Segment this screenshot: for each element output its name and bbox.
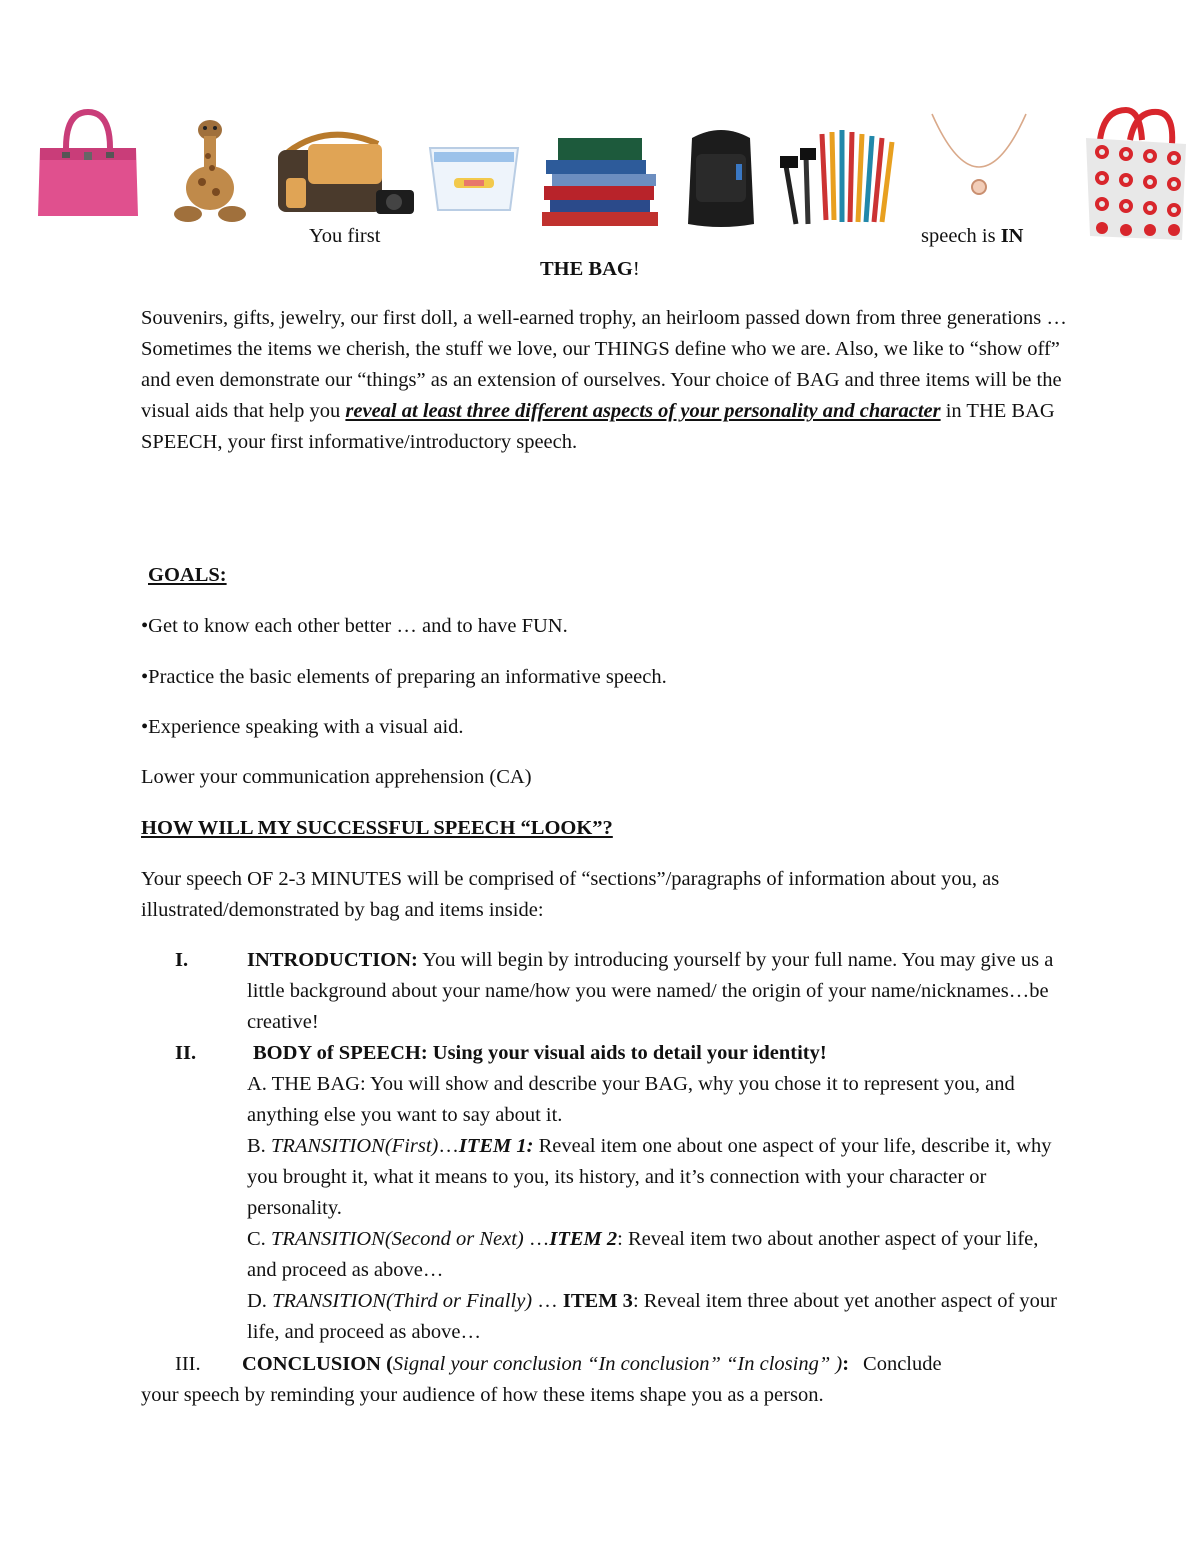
red-tote-bag-image — [1080, 104, 1192, 250]
goals-heading-text: GOALS: — [148, 564, 227, 586]
intro-text-2: in THE BAG SPEECH, your first informative/introductory speech. — [141, 400, 1055, 453]
goal-extra: Lower your communication apprehension (CA) — [141, 766, 532, 788]
intro-text-1: Souvenirs, gifts, jewelry, our first doll, a well-earned trophy, an heirloom passed down from three generations … Sometimes the items we cherish, the stuff we love, our THINGS define who we are. Also, we like to “show off” and even demonstrate our “things” as an extension of ourselves. Your choice of BAG and three items will be the visual aids that help you — [141, 307, 1067, 422]
camera-bag-image — [268, 122, 420, 224]
intro-emphasis: reveal at least three different aspects of your personality and character — [345, 400, 941, 422]
item-d-dots: … — [532, 1290, 563, 1312]
goals-heading — [143, 560, 232, 591]
page-title — [540, 254, 640, 285]
diapers-image — [424, 138, 524, 224]
black-backpack-image — [682, 124, 760, 236]
item-b-text: Reveal item one about one aspect of your life, describe it, why you brought it, what it means to you, its history, and it’s connection with your character or personality. — [247, 1135, 1052, 1219]
caption-right-bold: IN — [1000, 225, 1024, 247]
goal-item: •Get to know each other better … and to have FUN. — [141, 615, 568, 637]
pink-handbag-image — [34, 108, 142, 226]
look-heading-text: HOW WILL MY SUCCESSFUL SPEECH “LOOK”? — [141, 817, 613, 839]
item-d-text: : Reveal item three about yet another aspect of your life, and proceed as above… — [247, 1290, 1058, 1343]
item-b-prefix: B. — [247, 1135, 271, 1157]
conclusion-title: CONCLUSION ( — [242, 1353, 393, 1375]
outline-item-b — [247, 1131, 1067, 1224]
page-title-bold: THE BAG — [540, 258, 633, 280]
item-b-transition: TRANSITION(First) — [270, 1135, 439, 1157]
item-d-transition: TRANSITION(Third or Finally) — [272, 1290, 533, 1312]
caption-left: You first — [309, 225, 381, 247]
outline-item-d — [247, 1286, 1067, 1348]
introduction-text: You will begin by introducing yourself by your full name. You may give us a little background about your name/how you were named/ the origin of your name/nicknames…be creative! — [247, 949, 1054, 1033]
outline-num-i: I. — [175, 949, 189, 971]
item-c-dots: … — [523, 1228, 550, 1250]
caption-right-prefix: speech is — [921, 225, 1001, 247]
item-c-label: ITEM 2 — [549, 1228, 618, 1250]
body-title: BODY of SPEECH: Using your visual aids to detail your identity! — [253, 1042, 827, 1064]
book-stack-image — [538, 130, 664, 236]
intro-paragraph — [141, 303, 1071, 458]
item-b-label: ITEM 1: — [458, 1135, 534, 1157]
item-d-label: ITEM 3 — [562, 1290, 633, 1312]
conclusion-colon: : — [842, 1353, 850, 1375]
outline-item-c — [247, 1224, 1067, 1286]
goal-item: •Practice the basic elements of preparing an informative speech. — [141, 666, 667, 688]
outline-conclusion — [242, 1349, 942, 1380]
outline-num-ii: II. — [175, 1042, 197, 1064]
look-lead: Your speech OF 2-3 MINUTES will be comprised of “sections”/paragraphs of information about you, as illustrated/demonstrated by bag and items inside: — [141, 868, 1000, 921]
giraffe-plush-image — [172, 116, 248, 232]
page-title-end: ! — [632, 258, 640, 280]
look-heading — [141, 813, 613, 844]
introduction-title: INTRODUCTION: — [247, 949, 418, 971]
outline-num-iii: III. — [175, 1353, 201, 1375]
item-b-dots: … — [438, 1135, 459, 1157]
outline-body — [253, 1038, 1073, 1069]
conclusion-text-1: Conclude — [863, 1353, 942, 1375]
caption-right — [921, 221, 1024, 252]
item-c-text: : Reveal item two about another aspect of your life, and proceed as above… — [247, 1228, 1039, 1281]
item-d-prefix: D. — [247, 1290, 273, 1312]
outline-introduction — [247, 945, 1067, 1038]
necklace-image — [926, 110, 1032, 212]
conclusion-text-2: your speech by reminding your audience of how these items shape you as a person. — [141, 1384, 824, 1406]
conclusion-signal: Signal your conclusion “In conclusion” “In closing” ) — [392, 1353, 843, 1375]
item-c-prefix: C. — [247, 1228, 271, 1250]
item-c-transition: TRANSITION(Second or Next) — [270, 1228, 524, 1250]
outline-item-a: A. THE BAG: You will show and describe your BAG, why you chose it to represent you, and anything else you want to say about it. — [247, 1073, 1015, 1126]
paintbrushes-image — [776, 126, 900, 236]
goal-item: •Experience speaking with a visual aid. — [141, 716, 464, 738]
